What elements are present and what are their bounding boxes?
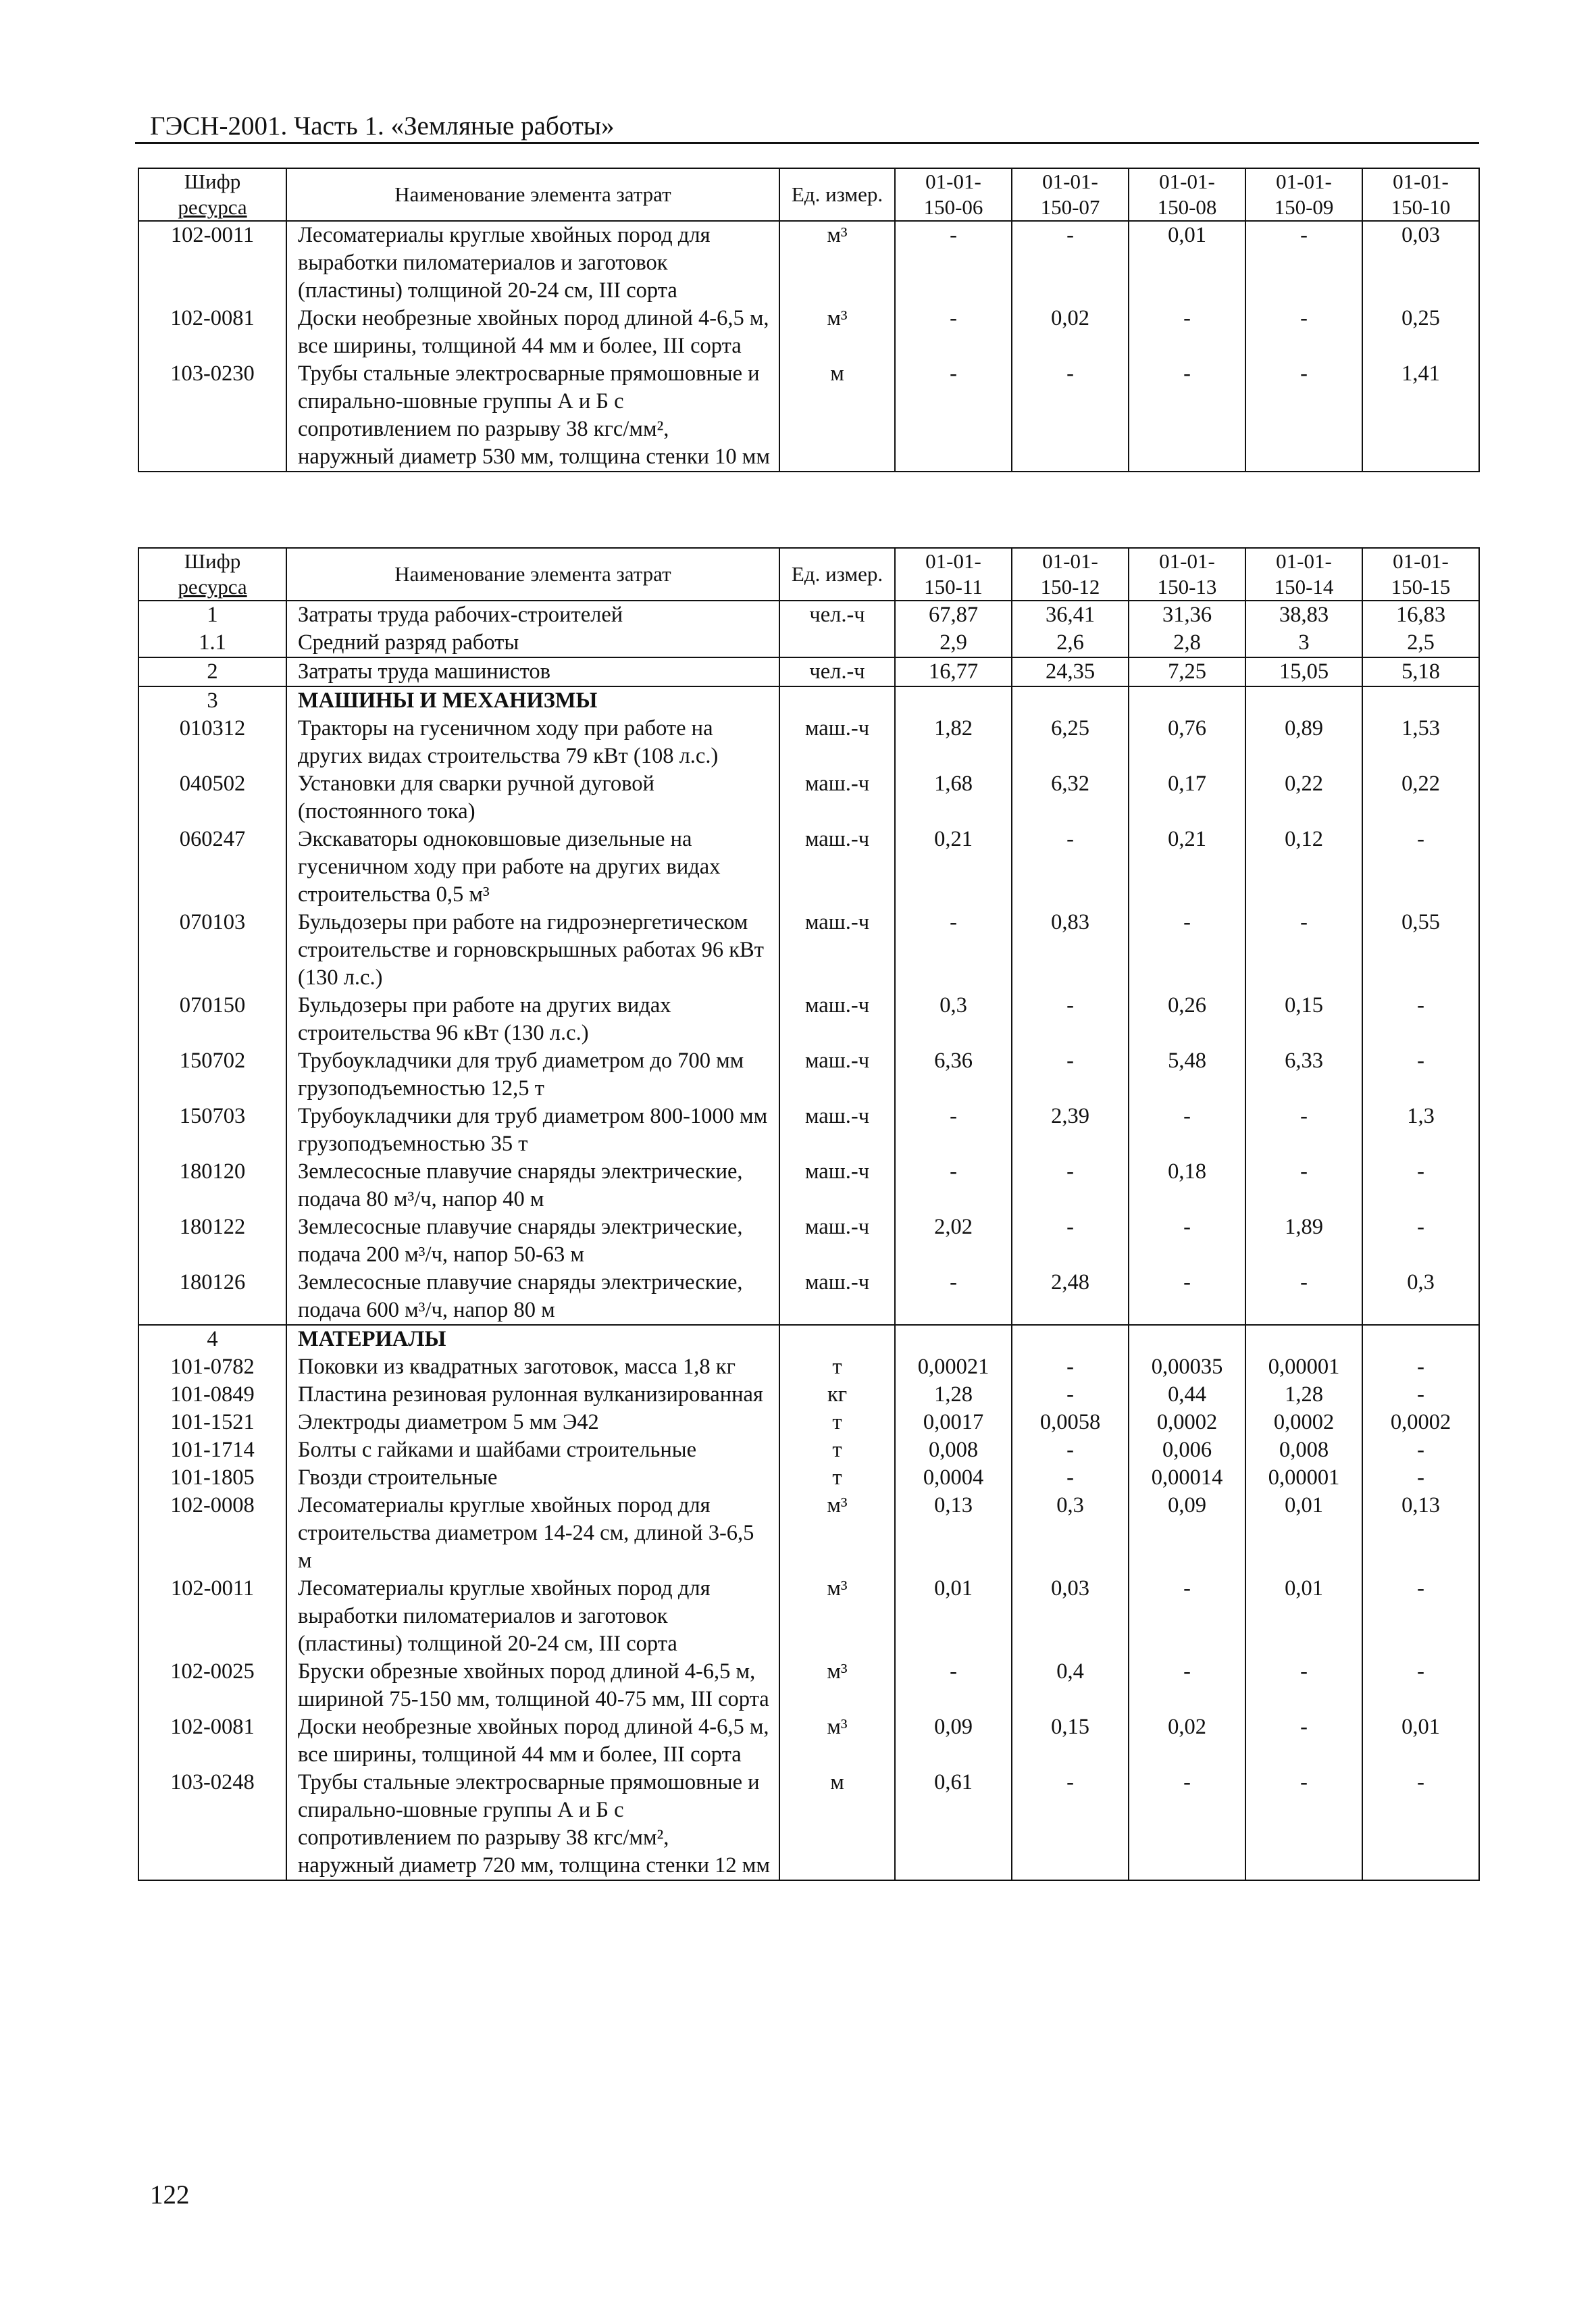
- header-rule: [135, 142, 1479, 144]
- table-row: [138, 657, 1479, 686]
- value-cell: -: [1129, 909, 1245, 992]
- col-header-norm: 01-01- 150-08: [1129, 168, 1245, 221]
- value-cell: 0,22: [1245, 770, 1362, 826]
- col-header-norm: 01-01- 150-10: [1362, 168, 1479, 221]
- unit-cell: м³: [779, 1713, 895, 1769]
- value-cell: 36,41: [1012, 601, 1129, 629]
- value-cell: -: [1129, 1103, 1245, 1158]
- resource-name: Бруски обрезные хвойных пород длиной 4-6,5 м, шириной 75-150 мм, толщиной 40-75 мм, III сорта: [286, 1658, 779, 1713]
- resource-name: Доски необрезные хвойных пород длиной 4-6,5 м, все ширины, толщиной 44 мм и более, III сорта: [286, 305, 779, 360]
- col-header-norm: 01-01- 150-13: [1129, 548, 1245, 601]
- value-cell: -: [1245, 305, 1362, 360]
- resource-code: 103-0248: [138, 1769, 286, 1880]
- value-cell: 6,25: [1012, 715, 1129, 770]
- resource-code: 103-0230: [138, 360, 286, 472]
- value-cell: -: [1012, 1213, 1129, 1269]
- value-cell: 31,36: [1129, 601, 1245, 629]
- value-cell: -: [1129, 1213, 1245, 1269]
- unit-cell: [779, 1325, 895, 1353]
- table-row: [138, 715, 1479, 770]
- unit-cell: т: [779, 1436, 895, 1464]
- value-cell: -: [895, 1103, 1012, 1158]
- value-cell: 0,00035: [1129, 1353, 1245, 1381]
- resource-code: 150702: [138, 1047, 286, 1103]
- unit-cell: маш.-ч: [779, 1103, 895, 1158]
- table-row: [138, 992, 1479, 1047]
- resource-code: 101-0849: [138, 1381, 286, 1409]
- table-row: [138, 1658, 1479, 1713]
- unit-cell: м³: [779, 1575, 895, 1658]
- value-cell: 0,89: [1245, 715, 1362, 770]
- col-header-code: Шифр ресурса: [138, 168, 286, 221]
- resource-name: Землесосные плавучие снаряды электрические, подача 600 м³/ч, напор 80 м: [286, 1269, 779, 1325]
- unit-cell: м³: [779, 221, 895, 305]
- value-cell: -: [895, 909, 1012, 992]
- value-cell: 0,22: [1362, 770, 1479, 826]
- value-cell: 2,02: [895, 1213, 1012, 1269]
- table-row: [138, 909, 1479, 992]
- col-header-unit: Ед. измер.: [779, 548, 895, 601]
- table-row: [138, 1713, 1479, 1769]
- value-cell: [1012, 686, 1129, 715]
- value-cell: 1,28: [895, 1381, 1012, 1409]
- value-cell: 0,006: [1129, 1436, 1245, 1464]
- value-cell: 0,03: [1362, 221, 1479, 305]
- value-cell: -: [1129, 1575, 1245, 1658]
- resource-name: Лесоматериалы круглые хвойных пород для выработки пиломатериалов и заготовок (пластины) толщиной 20-24 см, III сорта: [286, 221, 779, 305]
- value-cell: 6,36: [895, 1047, 1012, 1103]
- value-cell: 1,53: [1362, 715, 1479, 770]
- value-cell: 0,00014: [1129, 1464, 1245, 1492]
- value-cell: 0,008: [1245, 1436, 1362, 1464]
- resource-name: Лесоматериалы круглые хвойных пород для выработки пиломатериалов и заготовок (пластины) толщиной 20-24 см, III сорта: [286, 1575, 779, 1658]
- value-cell: 0,15: [1012, 1713, 1129, 1769]
- value-cell: 0,3: [895, 992, 1012, 1047]
- value-cell: 2,9: [895, 629, 1012, 657]
- col-header-unit: Ед. измер.: [779, 168, 895, 221]
- col-header-norm: 01-01- 150-07: [1012, 168, 1129, 221]
- value-cell: 0,0002: [1362, 1409, 1479, 1436]
- value-cell: 1,28: [1245, 1381, 1362, 1409]
- resource-code: 1.1: [138, 629, 286, 657]
- value-cell: -: [1129, 305, 1245, 360]
- value-cell: 0,12: [1245, 826, 1362, 909]
- table-row: [138, 1353, 1479, 1381]
- table-row: [138, 1325, 1479, 1353]
- value-cell: 5,18: [1362, 657, 1479, 686]
- resource-name: Трубы стальные электросварные прямошовные и спирально-шовные группы А и Б с сопротивлением по разрыву 38 кгс/мм², наружный диаметр 530 мм, толщина стенки 10 мм: [286, 360, 779, 472]
- unit-cell: чел.-ч: [779, 657, 895, 686]
- table-row: [138, 360, 1479, 472]
- value-cell: 0,008: [895, 1436, 1012, 1464]
- col-header-norm: 01-01- 150-06: [895, 168, 1012, 221]
- running-head: ГЭСН-2001. Часть 1. «Земляные работы»: [150, 111, 615, 141]
- value-cell: 0,01: [1129, 221, 1245, 305]
- value-cell: 0,21: [1129, 826, 1245, 909]
- col-header-norm: 01-01- 150-11: [895, 548, 1012, 601]
- resource-name: Пластина резиновая рулонная вулканизированная: [286, 1381, 779, 1409]
- value-cell: 0,76: [1129, 715, 1245, 770]
- value-cell: 16,83: [1362, 601, 1479, 629]
- value-cell: 1,3: [1362, 1103, 1479, 1158]
- value-cell: -: [1362, 1769, 1479, 1880]
- table-row: [138, 770, 1479, 826]
- value-cell: 0,03: [1012, 1575, 1129, 1658]
- unit-cell: маш.-ч: [779, 826, 895, 909]
- value-cell: -: [1012, 1353, 1129, 1381]
- table-row: [138, 1269, 1479, 1325]
- value-cell: 1,41: [1362, 360, 1479, 472]
- unit-cell: маш.-ч: [779, 909, 895, 992]
- table-row: [138, 1213, 1479, 1269]
- unit-cell: м: [779, 1769, 895, 1880]
- value-cell: 0,0004: [895, 1464, 1012, 1492]
- resource-name: Гвозди строительные: [286, 1464, 779, 1492]
- unit-cell: [779, 686, 895, 715]
- value-cell: 0,13: [895, 1492, 1012, 1575]
- value-cell: -: [1012, 221, 1129, 305]
- table-row: [138, 1492, 1479, 1575]
- value-cell: 6,32: [1012, 770, 1129, 826]
- value-cell: 1,68: [895, 770, 1012, 826]
- value-cell: 7,25: [1129, 657, 1245, 686]
- resource-code: 102-0081: [138, 1713, 286, 1769]
- col-header-norm: 01-01- 150-12: [1012, 548, 1129, 601]
- value-cell: -: [1362, 1047, 1479, 1103]
- value-cell: 3: [1245, 629, 1362, 657]
- value-cell: -: [1129, 1769, 1245, 1880]
- resource-name: Средний разряд работы: [286, 629, 779, 657]
- resource-code: 180122: [138, 1213, 286, 1269]
- resource-code: 101-1805: [138, 1464, 286, 1492]
- resource-name: Трубоукладчики для труб диаметром до 700 мм грузоподъемностью 12,5 т: [286, 1047, 779, 1103]
- value-cell: -: [1245, 221, 1362, 305]
- resource-code: 102-0025: [138, 1658, 286, 1713]
- value-cell: -: [1012, 360, 1129, 472]
- unit-cell: т: [779, 1409, 895, 1436]
- resource-name: Установки для сварки ручной дуговой (постоянного тока): [286, 770, 779, 826]
- resource-name: Электроды диаметром 5 мм Э42: [286, 1409, 779, 1436]
- resource-table-2: [138, 547, 1480, 1881]
- value-cell: -: [1245, 1158, 1362, 1213]
- value-cell: -: [1129, 1658, 1245, 1713]
- value-cell: 0,09: [1129, 1492, 1245, 1575]
- resource-name: Экскаваторы одноковшовые дизельные на гусеничном ходу при работе на других видах строительства 0,5 м³: [286, 826, 779, 909]
- value-cell: 24,35: [1012, 657, 1129, 686]
- table-row: [138, 1575, 1479, 1658]
- value-cell: 0,0002: [1129, 1409, 1245, 1436]
- value-cell: 0,0002: [1245, 1409, 1362, 1436]
- resource-name: Поковки из квадратных заготовок, масса 1,8 кг: [286, 1353, 779, 1381]
- resource-code: 180126: [138, 1269, 286, 1325]
- unit-cell: маш.-ч: [779, 1213, 895, 1269]
- table-row: [138, 686, 1479, 715]
- value-cell: 0,17: [1129, 770, 1245, 826]
- unit-cell: маш.-ч: [779, 1158, 895, 1213]
- table-row: [138, 629, 1479, 657]
- resource-code: 102-0011: [138, 1575, 286, 1658]
- unit-cell: м³: [779, 305, 895, 360]
- value-cell: 0,00021: [895, 1353, 1012, 1381]
- resource-code: 102-0081: [138, 305, 286, 360]
- table-row: [138, 1409, 1479, 1436]
- resource-code: 1: [138, 601, 286, 629]
- value-cell: 0,4: [1012, 1658, 1129, 1713]
- col-header-norm: 01-01- 150-14: [1245, 548, 1362, 601]
- table-row: [138, 826, 1479, 909]
- table-row: [138, 1158, 1479, 1213]
- value-cell: -: [1129, 1269, 1245, 1325]
- table-row: [138, 1381, 1479, 1409]
- value-cell: -: [1012, 826, 1129, 909]
- table-row: [138, 221, 1479, 305]
- resource-name: Затраты труда машинистов: [286, 657, 779, 686]
- resource-code: 070150: [138, 992, 286, 1047]
- value-cell: [1362, 1325, 1479, 1353]
- value-cell: 0,3: [1362, 1269, 1479, 1325]
- resource-code: 101-1521: [138, 1409, 286, 1436]
- value-cell: 38,83: [1245, 601, 1362, 629]
- resource-name: Землесосные плавучие снаряды электрические, подача 200 м³/ч, напор 50-63 м: [286, 1213, 779, 1269]
- value-cell: -: [1245, 1103, 1362, 1158]
- value-cell: -: [895, 1658, 1012, 1713]
- unit-cell: маш.-ч: [779, 1047, 895, 1103]
- value-cell: -: [1362, 1464, 1479, 1492]
- value-cell: -: [895, 305, 1012, 360]
- value-cell: 0,26: [1129, 992, 1245, 1047]
- value-cell: 0,83: [1012, 909, 1129, 992]
- value-cell: 0,55: [1362, 909, 1479, 992]
- resource-code: 180120: [138, 1158, 286, 1213]
- value-cell: 0,44: [1129, 1381, 1245, 1409]
- value-cell: 15,05: [1245, 657, 1362, 686]
- unit-cell: м: [779, 360, 895, 472]
- table-row: [138, 1464, 1479, 1492]
- value-cell: [895, 1325, 1012, 1353]
- value-cell: [1129, 686, 1245, 715]
- resource-code: 060247: [138, 826, 286, 909]
- value-cell: 0,3: [1012, 1492, 1129, 1575]
- value-cell: -: [1012, 1436, 1129, 1464]
- unit-cell: маш.-ч: [779, 770, 895, 826]
- value-cell: -: [1362, 1658, 1479, 1713]
- resource-name: Трубоукладчики для труб диаметром 800-1000 мм грузоподъемностью 35 т: [286, 1103, 779, 1158]
- value-cell: 16,77: [895, 657, 1012, 686]
- value-cell: -: [1362, 1213, 1479, 1269]
- resource-name: Болты с гайками и шайбами строительные: [286, 1436, 779, 1464]
- value-cell: 2,6: [1012, 629, 1129, 657]
- resource-name: Трубы стальные электросварные прямошовные и спирально-шовные группы А и Б с сопротивлением по разрыву 38 кгс/мм², наружный диаметр 720 мм, толщина стенки 12 мм: [286, 1769, 779, 1880]
- unit-cell: т: [779, 1464, 895, 1492]
- resource-code: 2: [138, 657, 286, 686]
- resource-code: 101-0782: [138, 1353, 286, 1381]
- value-cell: 0,15: [1245, 992, 1362, 1047]
- value-cell: 0,02: [1129, 1713, 1245, 1769]
- value-cell: [1245, 686, 1362, 715]
- unit-cell: т: [779, 1353, 895, 1381]
- value-cell: -: [1012, 992, 1129, 1047]
- value-cell: -: [1012, 1769, 1129, 1880]
- value-cell: 0,09: [895, 1713, 1012, 1769]
- value-cell: 0,01: [895, 1575, 1012, 1658]
- value-cell: [1129, 1325, 1245, 1353]
- table-row: [138, 305, 1479, 360]
- value-cell: [1245, 1325, 1362, 1353]
- resource-name: Доски необрезные хвойных пород длиной 4-6,5 м, все ширины, толщиной 44 мм и более, III сорта: [286, 1713, 779, 1769]
- value-cell: -: [1012, 1047, 1129, 1103]
- value-cell: -: [895, 221, 1012, 305]
- value-cell: 0,0058: [1012, 1409, 1129, 1436]
- resource-code: 070103: [138, 909, 286, 992]
- value-cell: 0,25: [1362, 305, 1479, 360]
- value-cell: 2,5: [1362, 629, 1479, 657]
- unit-cell: [779, 629, 895, 657]
- col-header-name: Наименование элемента затрат: [286, 168, 779, 221]
- value-cell: 2,48: [1012, 1269, 1129, 1325]
- resource-code: 101-1714: [138, 1436, 286, 1464]
- value-cell: [1362, 686, 1479, 715]
- resource-code: 4: [138, 1325, 286, 1353]
- resource-name: Затраты труда рабочих-строителей: [286, 601, 779, 629]
- page-number: 122: [150, 2180, 190, 2209]
- value-cell: 0,13: [1362, 1492, 1479, 1575]
- value-cell: -: [895, 360, 1012, 472]
- value-cell: 67,87: [895, 601, 1012, 629]
- value-cell: -: [1012, 1381, 1129, 1409]
- value-cell: -: [1245, 1769, 1362, 1880]
- value-cell: [895, 686, 1012, 715]
- value-cell: 1,82: [895, 715, 1012, 770]
- unit-cell: м³: [779, 1658, 895, 1713]
- col-header-norm: 01-01- 150-09: [1245, 168, 1362, 221]
- value-cell: 0,02: [1012, 305, 1129, 360]
- resource-code: 3: [138, 686, 286, 715]
- value-cell: 0,00001: [1245, 1353, 1362, 1381]
- table-row: [138, 1769, 1479, 1880]
- value-cell: -: [1245, 360, 1362, 472]
- unit-cell: чел.-ч: [779, 601, 895, 629]
- unit-cell: маш.-ч: [779, 992, 895, 1047]
- value-cell: -: [1129, 360, 1245, 472]
- value-cell: 6,33: [1245, 1047, 1362, 1103]
- value-cell: [1012, 1325, 1129, 1353]
- value-cell: 0,21: [895, 826, 1012, 909]
- value-cell: -: [1362, 992, 1479, 1047]
- resource-code: 102-0008: [138, 1492, 286, 1575]
- value-cell: 2,8: [1129, 629, 1245, 657]
- value-cell: -: [1245, 909, 1362, 992]
- unit-cell: маш.-ч: [779, 1269, 895, 1325]
- value-cell: -: [1012, 1158, 1129, 1213]
- unit-cell: кг: [779, 1381, 895, 1409]
- value-cell: -: [1362, 1436, 1479, 1464]
- value-cell: 0,01: [1362, 1713, 1479, 1769]
- value-cell: -: [1245, 1658, 1362, 1713]
- value-cell: -: [1012, 1464, 1129, 1492]
- col-header-norm: 01-01- 150-15: [1362, 548, 1479, 601]
- value-cell: -: [1245, 1269, 1362, 1325]
- value-cell: -: [1362, 826, 1479, 909]
- resource-name: Землесосные плавучие снаряды электрические, подача 80 м³/ч, напор 40 м: [286, 1158, 779, 1213]
- value-cell: 1,89: [1245, 1213, 1362, 1269]
- value-cell: -: [1362, 1353, 1479, 1381]
- value-cell: 2,39: [1012, 1103, 1129, 1158]
- unit-cell: м³: [779, 1492, 895, 1575]
- resource-name: Бульдозеры при работе на других видах строительства 96 кВт (130 л.с.): [286, 992, 779, 1047]
- unit-cell: маш.-ч: [779, 715, 895, 770]
- value-cell: -: [895, 1158, 1012, 1213]
- resource-name: МАШИНЫ И МЕХАНИЗМЫ: [286, 686, 779, 715]
- resource-name: МАТЕРИАЛЫ: [286, 1325, 779, 1353]
- value-cell: -: [895, 1269, 1012, 1325]
- col-header-name: Наименование элемента затрат: [286, 548, 779, 601]
- value-cell: -: [1245, 1713, 1362, 1769]
- col-header-code: Шифр ресурса: [138, 548, 286, 601]
- value-cell: 5,48: [1129, 1047, 1245, 1103]
- resource-code: 102-0011: [138, 221, 286, 305]
- resource-code: 040502: [138, 770, 286, 826]
- table-row: [138, 1436, 1479, 1464]
- resource-code: 150703: [138, 1103, 286, 1158]
- table-row: [138, 601, 1479, 629]
- value-cell: -: [1362, 1158, 1479, 1213]
- value-cell: 0,01: [1245, 1492, 1362, 1575]
- value-cell: 0,00001: [1245, 1464, 1362, 1492]
- table-row: [138, 1047, 1479, 1103]
- resource-name: Лесоматериалы круглые хвойных пород для строительства диаметром 14-24 см, длиной 3-6,5 м: [286, 1492, 779, 1575]
- resource-name: Бульдозеры при работе на гидроэнергетическом строительстве и горновскрышных работах 96 кВт (130 л.с.): [286, 909, 779, 992]
- value-cell: -: [1362, 1381, 1479, 1409]
- value-cell: 0,61: [895, 1769, 1012, 1880]
- table-row: [138, 1103, 1479, 1158]
- resource-code: 010312: [138, 715, 286, 770]
- value-cell: 0,01: [1245, 1575, 1362, 1658]
- resource-name: Тракторы на гусеничном ходу при работе на других видах строительства 79 кВт (108 л.с.): [286, 715, 779, 770]
- resource-table-1: [138, 168, 1480, 472]
- value-cell: 0,0017: [895, 1409, 1012, 1436]
- value-cell: -: [1362, 1575, 1479, 1658]
- value-cell: 0,18: [1129, 1158, 1245, 1213]
